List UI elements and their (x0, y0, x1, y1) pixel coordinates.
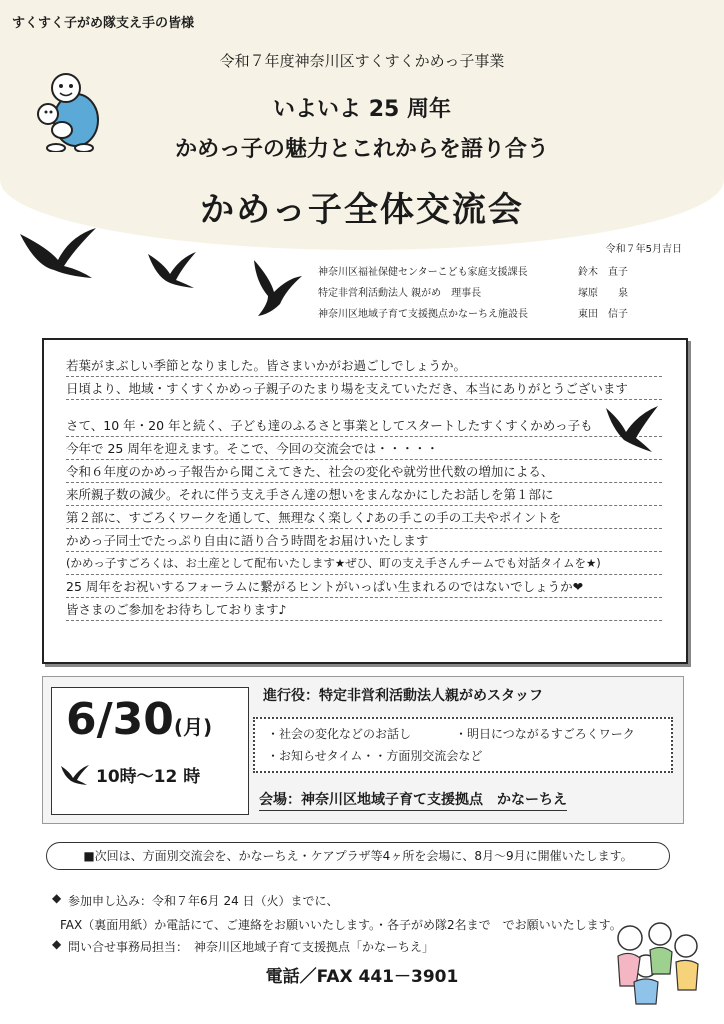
letter-line: 日頃より、地域・すくすくかめっ子親子のたまり場を支えていただき、本当にありがとうございます (66, 377, 662, 400)
event-weekday: (月) (173, 715, 213, 739)
letter-line: (かめっ子すごろくは、お土産として配布いたします★ぜひ、町の支え手さんチームでも対話タイムを★) (66, 552, 662, 575)
swallow-icon (604, 402, 660, 454)
event-date: 6/30(月) (66, 694, 213, 745)
swallow-icon (18, 226, 98, 282)
signatory-list (318, 262, 628, 325)
swallow-icon (248, 258, 304, 318)
letter-box (42, 338, 688, 664)
signatory-name: 鈴木 直子 (578, 267, 628, 278)
letter-line: 若葉がまぶしい季節となりました。皆さまいかがお過ごしでしょうか。 (66, 354, 662, 377)
anniversary-heading: いよいよ 25 周年 (273, 97, 451, 122)
event-date-box (51, 687, 249, 815)
diamond-bullet-icon: ◆ (52, 891, 62, 905)
signatory-org: 特定非営利活動法人 親がめ 理事長 (318, 288, 482, 299)
letter-line: 皆さまのご参加をお待ちしております♪ (66, 598, 662, 621)
letter-line: 第２部に、すごろくワークを通して、無理なく楽しく♪あの手この手の工夫やポイントを (66, 506, 662, 529)
page-title: かめっ子全体交流会 (200, 190, 524, 230)
program-item: ・お知らせタイム・・方面別交流会など (267, 749, 483, 763)
program-item: ・明日につながるすごろくワーク (455, 727, 635, 741)
letter-body (66, 354, 662, 621)
event-time: 10時～12 時 (96, 767, 201, 787)
swallow-icon (146, 250, 198, 290)
diamond-bullet-icon: ◆ (52, 937, 62, 951)
signatory-org: 神奈川区地域子育て支援拠点かなーちえ施設長 (318, 309, 528, 320)
signatory-org: 神奈川区福祉保健センターこども家庭支援課長 (318, 267, 528, 278)
project-subtitle: 令和７年度神奈川区すくすくかめっ子事業 (219, 52, 505, 70)
signatory-row (318, 283, 628, 304)
application-deadline: 参加申し込み：令和７年6月 24 日（火）までに、 (68, 894, 339, 908)
swallow-icon (60, 764, 90, 786)
recipient-line: すくすく子がめ隊支え手の皆様 (12, 16, 195, 31)
event-info-panel (42, 676, 684, 824)
inquiry-contact: 問い合せ事務局担当： 神奈川区地域子育て支援拠点「かなーちえ」 (68, 940, 435, 954)
facilitator-label: 進行役：特定非営利活動法人親がめスタッフ (263, 688, 543, 704)
program-item: ・社会の変化などのお話し (267, 727, 412, 741)
signatory-name: 塚原 泉 (578, 288, 628, 299)
venue-label: 会場：神奈川区地域子育て支援拠点 かなーちえ (259, 789, 567, 811)
letter-line: かめっ子同士でたっぷり自由に語り合う時間をお届けいたします (66, 529, 662, 552)
issue-date: 令和７年5月吉日 (605, 244, 682, 255)
letter-line: 令和６年度のかめっ子報告から聞こえてきた、社会の変化や就労世代数の増加による、 (66, 460, 662, 483)
program-box (253, 717, 673, 773)
signatory-name: 東田 信子 (578, 309, 628, 320)
tagline-heading: かめっ子の魅力とこれからを語り合う (175, 137, 549, 162)
letter-line: 来所親子数の減少。それに伴う支え手さん達の想いをまんなかにしたお話しを第１部に (66, 483, 662, 506)
letter-line: 25 周年をお祝いするフォーラムに繋がるヒントがいっぱい生まれるのではないでしょうか❤ (66, 575, 662, 598)
signatory-row (318, 304, 628, 325)
signatory-row (318, 262, 628, 283)
tel-fax-number: 電話／FAX 441－3901 (265, 967, 459, 987)
letter-line: さて、10 年・20 年と続く、子ども達のふるさと事業としてスタートしたすくすくかめっ子も (66, 414, 662, 437)
application-method: FAX（裏面用紙）か電話にて、ご連絡をお願いいたします。・各子がめ隊2名まで でお願いいたします。 (60, 918, 622, 932)
letter-line: 今年で 25 周年を迎えます。そこで、今回の交流会では・・・・・ (66, 437, 662, 460)
next-event-notice: ■次回は、方面別交流会を、かなーちえ・ケアプラザ等4ヶ所を会場に、8月～9月に開催いたします。 (46, 842, 670, 870)
children-illustration-icon (600, 916, 710, 1008)
